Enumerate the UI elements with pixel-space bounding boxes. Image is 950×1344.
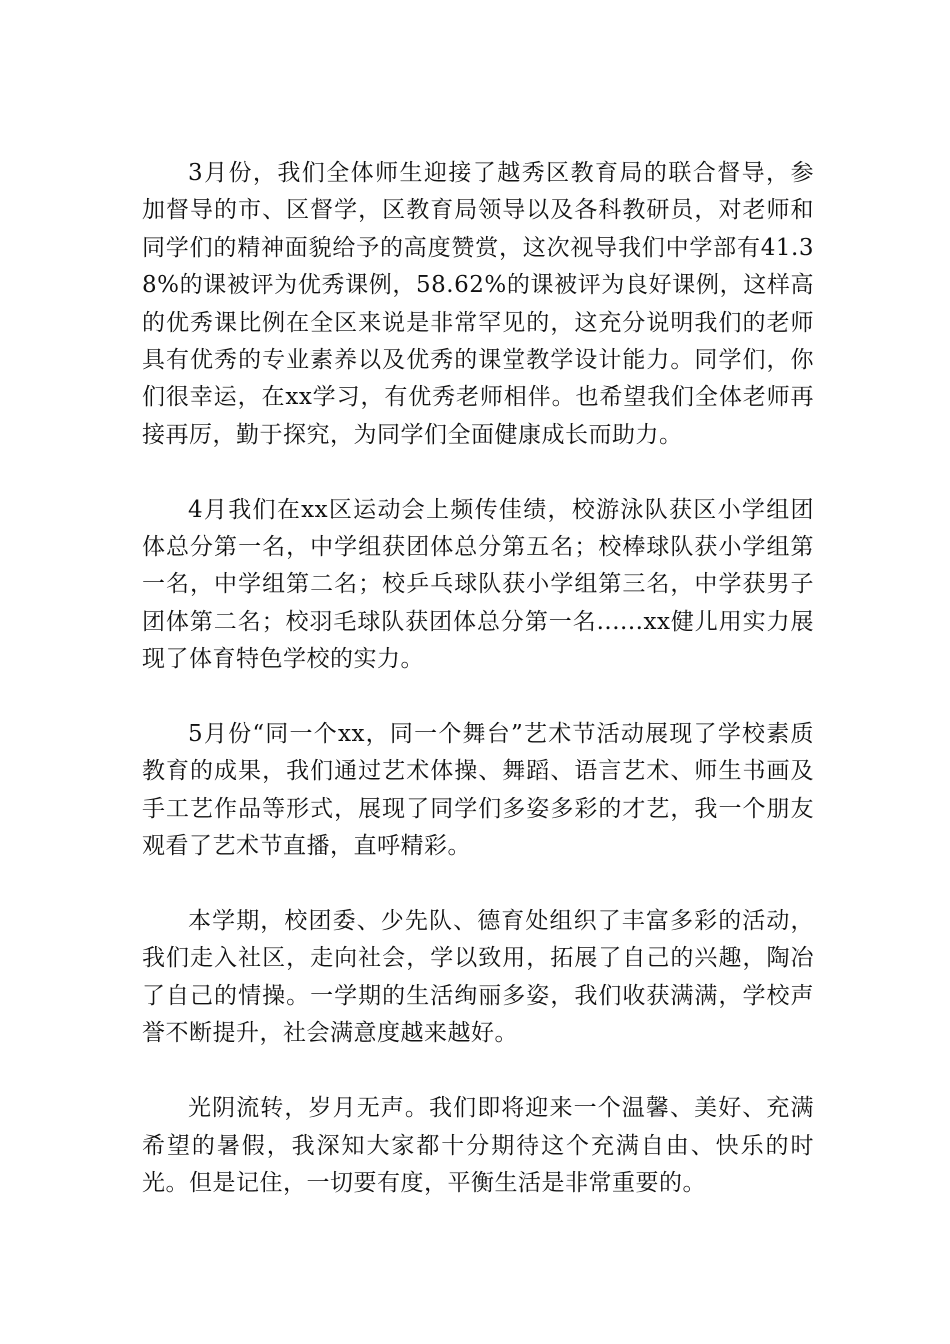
- document-body: [142, 155, 814, 1202]
- paragraph-semester-activities: 本学期，校团委、少先队、德育处组织了丰富多彩的活动，我们走入社区，走向社会，学以致用，拓展了自己的兴趣，陶冶了自己的情操。一学期的生活绚丽多姿，我们收获满满，学校声誉不断提升，社会满意度越来越好。: [142, 908, 814, 1047]
- paragraph-summer-vacation: 光阴流转，岁月无声。我们即将迎来一个温馨、美好、充满希望的暑假，我深知大家都十分期待这个充满自由、快乐的时光。但是记住，一切要有度，平衡生活是非常重要的。: [142, 1095, 814, 1196]
- paragraph-march-supervision: 3月份，我们全体师生迎接了越秀区教育局的联合督导，参加督导的市、区督学，区教育局领导以及各科教研员，对老师和同学们的精神面貌给予的高度赞赏，这次视导我们中学部有41.38%的课被评为优秀课例，58.62%的课被评为良好课例，这样高的优秀课比例在全区来说是非常罕见的，这充分说明我们的老师具有优秀的专业素养以及优秀的课堂教学设计能力。同学们，你们很幸运，在xx学习，有优秀老师相伴。也希望我们全体老师再接再厉，勤于探究，为同学们全面健康成长而助力。: [142, 160, 814, 448]
- paragraph-may-art-festival: 5月份“同一个xx，同一个舞台”艺术节活动展现了学校素质教育的成果，我们通过艺术体操、舞蹈、语言艺术、师生书画及手工艺作品等形式，展现了同学们多姿多彩的才艺，我一个朋友观看了艺术节直播，直呼精彩。: [142, 721, 814, 860]
- paragraph-april-sports: 4月我们在xx区运动会上频传佳绩，校游泳队获区小学组团体总分第一名，中学组获团体总分第五名；校棒球队获小学组第一名，中学组第二名；校乒乓球队获小学组第三名，中学获男子团体第二名；校羽毛球队获团体总分第一名......xx健儿用实力展现了体育特色学校的实力。: [142, 496, 814, 673]
